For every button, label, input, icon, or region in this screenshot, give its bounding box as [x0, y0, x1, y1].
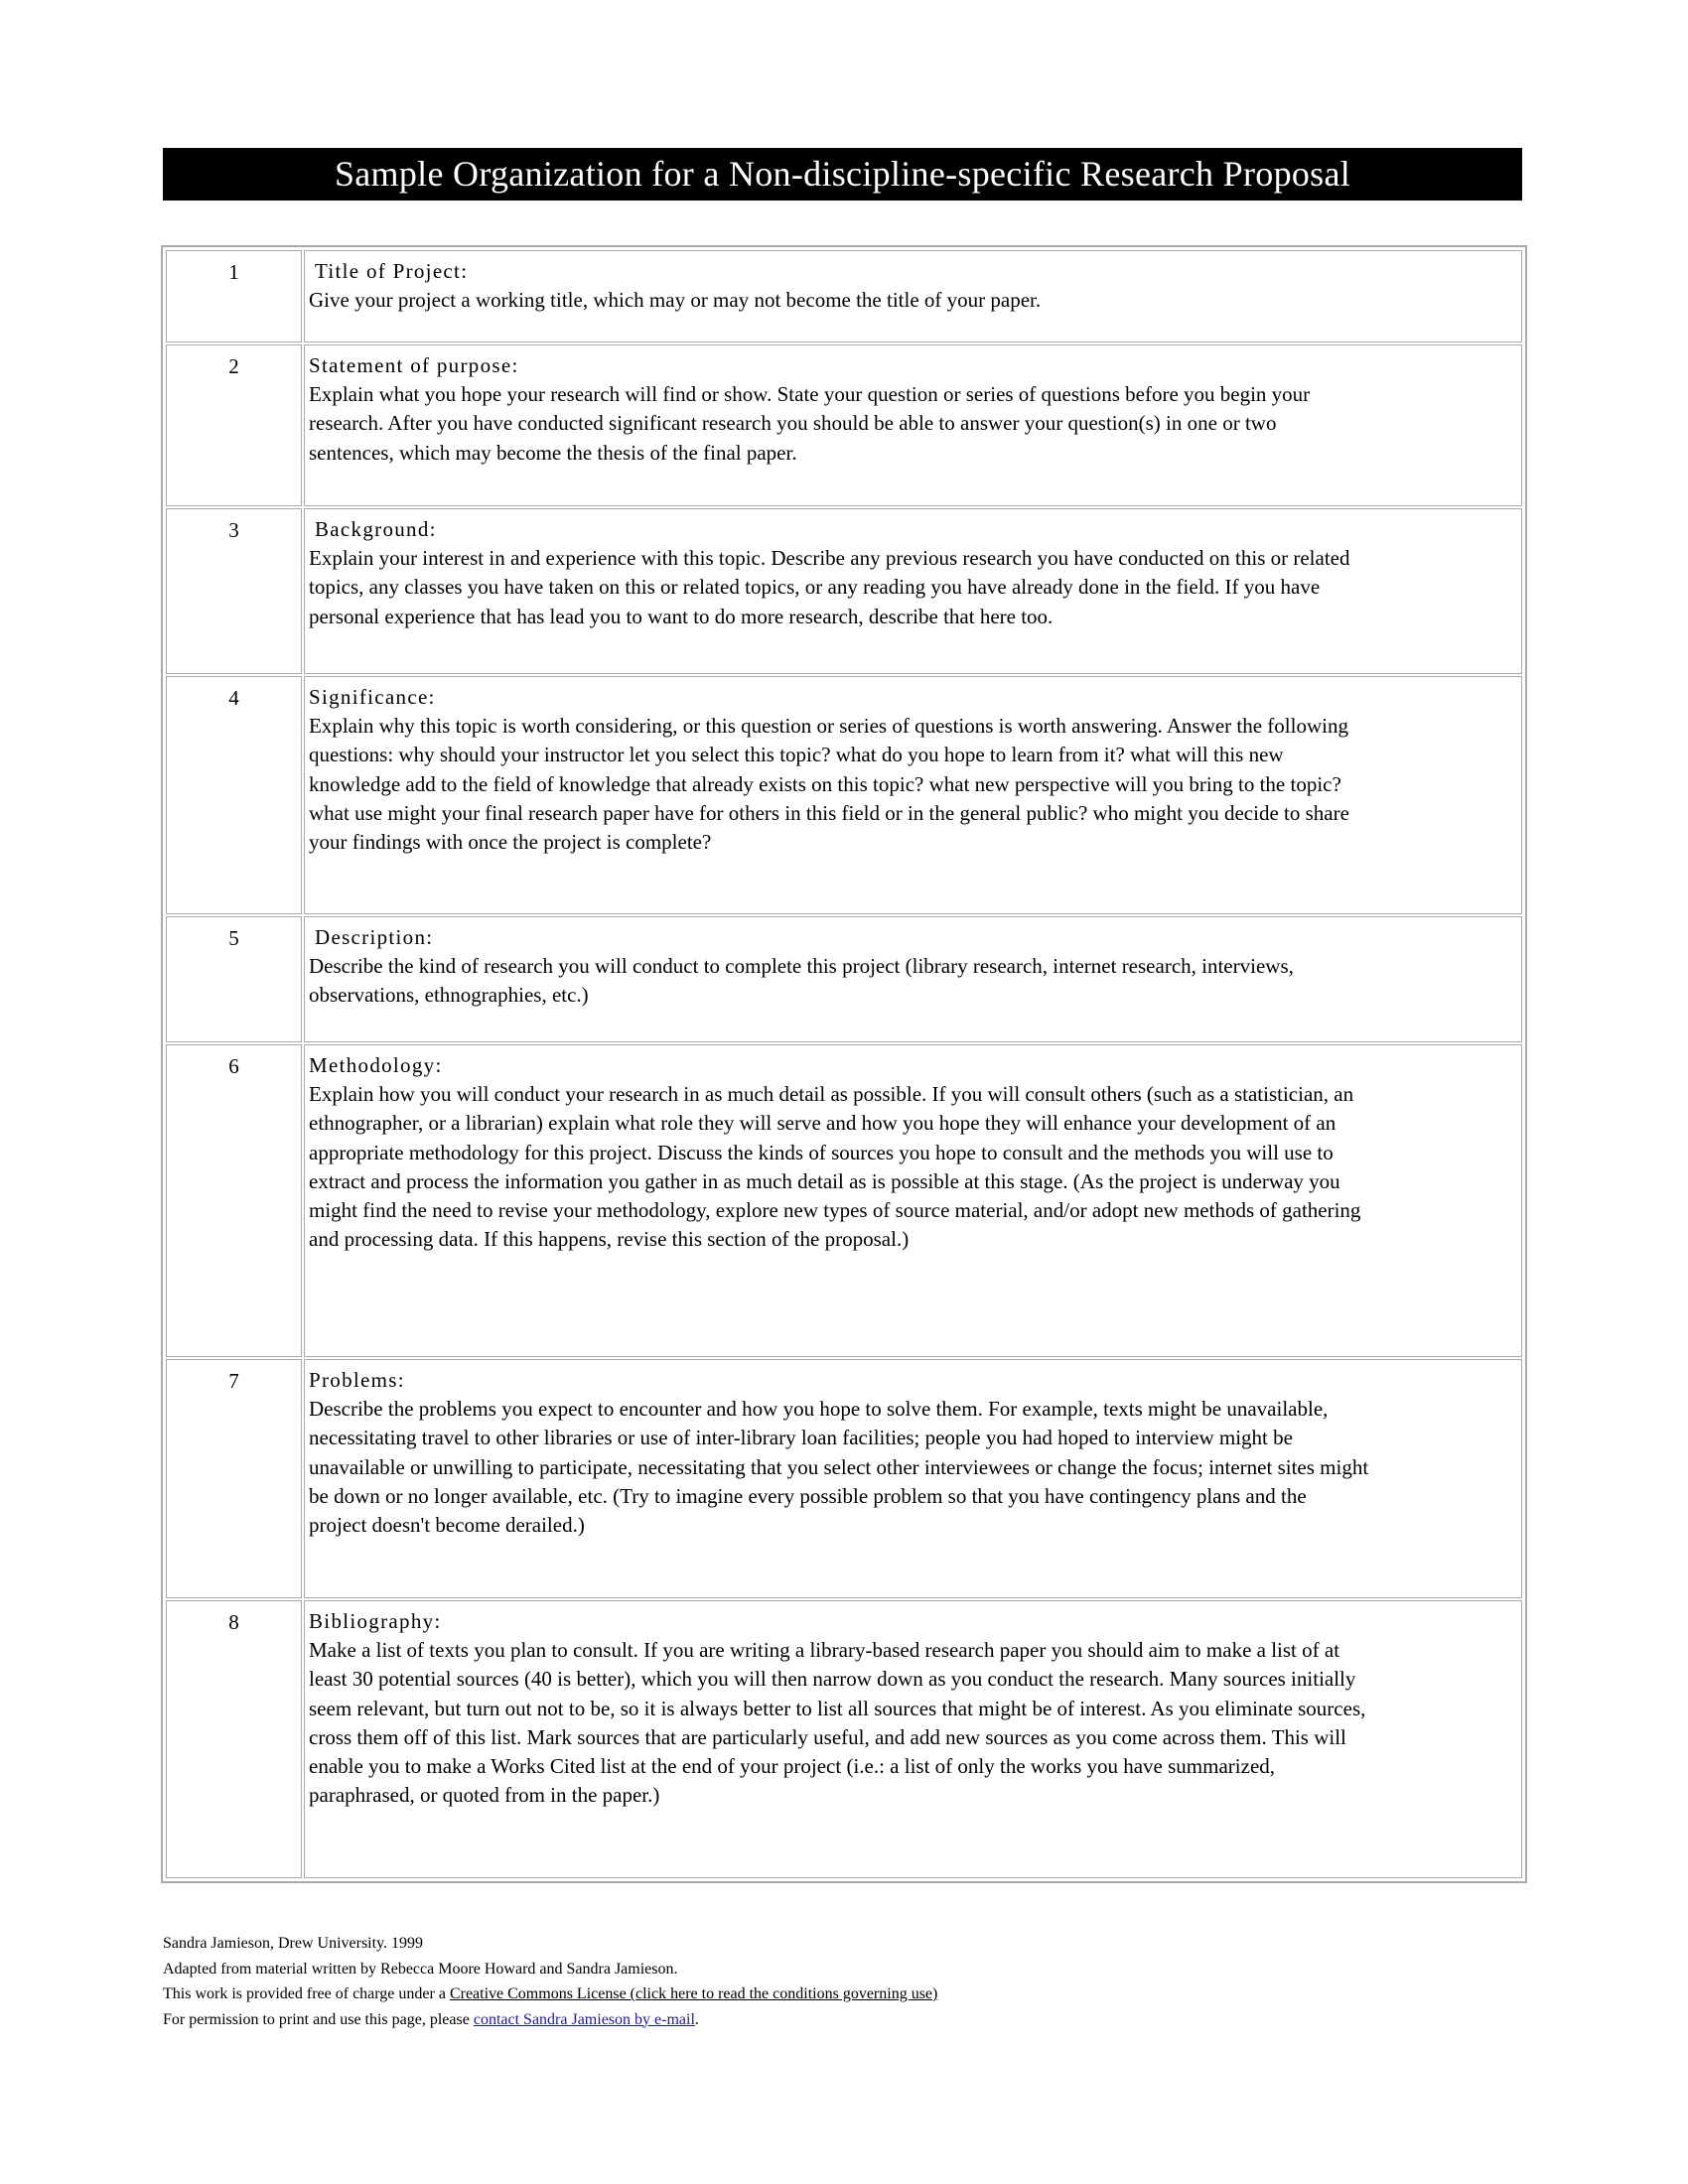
- adapted-line: Adapted from material written by Rebecca Moore Howard and Sandra Jamieson.: [163, 1960, 678, 1978]
- license-line: [163, 1981, 937, 2007]
- proposal-outline-table: [161, 245, 1527, 1883]
- section-text: Explain what you hope your research will find or show. State your question or series of questions before you begin your research. After you have conducted significant research you should be able to answer your question(s) in one or two sentences, which may become the thesis of the final paper.: [309, 382, 1311, 465]
- section-number: 6: [166, 1044, 302, 1357]
- section-cell-problems: [304, 1359, 1522, 1598]
- section-heading: Statement of purpose:: [309, 353, 519, 377]
- section-number: 3: [166, 508, 302, 674]
- permission-line: [163, 2007, 937, 2033]
- document-footer: [163, 1931, 937, 2032]
- section-text: Explain how you will conduct your research in as much detail as possible. If you will consult others (such as a statistician, an ethnographer, or a librarian) explain what role they will serve and how you hope they will enhance your development of an appropriate methodology for this project. Discuss the kinds of sources you hope to consult and the methods you will use to extract and process the information you gather in as much detail as is possible at this stage. (As the project is underway you might find the need to revise your methodology, explore new types of source material, and/or adopt new methods of gathering and processing data. If this happens, revise this section of the proposal.): [309, 1082, 1361, 1252]
- section-cell-title-of-project: [304, 250, 1522, 342]
- section-text: Describe the kind of research you will conduct to complete this project (library research, internet research, interviews, observations, ethnographies, etc.): [309, 954, 1294, 1008]
- section-cell-background: [304, 508, 1522, 674]
- author-line: Sandra Jamieson, Drew University. 1999: [163, 1935, 424, 1952]
- section-text: Explain your interest in and experience with this topic. Describe any previous research you have conducted on this or related topics, any classes you have taken on this or related topics, or any reading you have already done in the field. If you have personal experience that has lead you to want to do more research, describe that here too.: [309, 546, 1350, 628]
- document-title: Sample Organization for a Non-discipline-specific Research Proposal: [163, 148, 1522, 201]
- section-text: Explain why this topic is worth considering, or this question or series of questions is worth answering. Answer the following questions: why should your instructor let you select this topic? what do you hope to learn from it? what will this new knowledge add to the field of knowledge that already exists on this topic? what new perspective will you bring to the topic? what use might your final research paper have for others in this field or in the general public? who might you decide to share your findings with once the project is complete?: [309, 714, 1349, 855]
- section-number: 2: [166, 344, 302, 506]
- section-heading: Title of Project:: [315, 259, 469, 283]
- section-cell-statement-of-purpose: [304, 344, 1522, 506]
- section-number: 7: [166, 1359, 302, 1598]
- permission-suffix: .: [694, 2010, 699, 2028]
- section-number: 5: [166, 916, 302, 1042]
- section-cell-methodology: [304, 1044, 1522, 1357]
- section-heading: Background:: [315, 517, 437, 541]
- section-cell-significance: [304, 676, 1522, 914]
- section-text: Give your project a working title, which may or may not become the title of your paper.: [309, 288, 1042, 313]
- section-cell-description: [304, 916, 1522, 1042]
- section-text: Make a list of texts you plan to consult. If you are writing a library-based research paper you should aim to make a list of at least 30 potential sources (40 is better), which you will then narrow down as you conduct the research. Many sources initially seem relevant, but turn out not to be, so it is always better to list all sources that might be of interest. As you eliminate sources, cross them off of this list. Mark sources that are particularly useful, and add new sources as you come across them. This will enable you to make a Works Cited list at the end of your project (i.e.: a list of only the works you have summarized, paraphrased, or quoted from in the paper.): [309, 1638, 1366, 1808]
- section-heading: Description:: [315, 925, 434, 949]
- contact-email-link[interactable]: contact Sandra Jamieson by e-mail: [473, 2010, 695, 2028]
- permission-prefix: For permission to print and use this page, please: [163, 2010, 474, 2028]
- section-number: 1: [166, 250, 302, 342]
- license-prefix: This work is provided free of charge under a: [163, 1985, 450, 2002]
- section-heading: Significance:: [309, 685, 436, 709]
- section-heading: Problems:: [309, 1368, 405, 1392]
- section-text: Describe the problems you expect to encounter and how you hope to solve them. For example, texts might be unavailable, necessitating travel to other libraries or use of inter-library loan facilities; people you had hoped to interview might be unavailable or unwilling to participate, necessitating that you select other interviewees or change the focus; internet sites might be down or no longer available, etc. (Try to imagine every possible problem so that you have contingency plans and the project doesn't become derailed.): [309, 1397, 1369, 1538]
- section-heading: Bibliography:: [309, 1609, 442, 1633]
- section-number: 4: [166, 676, 302, 914]
- section-heading: Methodology:: [309, 1053, 443, 1077]
- section-cell-bibliography: [304, 1600, 1522, 1878]
- creative-commons-license-link[interactable]: Creative Commons License (click here to read the conditions governing use): [449, 1985, 938, 2002]
- section-number: 8: [166, 1600, 302, 1878]
